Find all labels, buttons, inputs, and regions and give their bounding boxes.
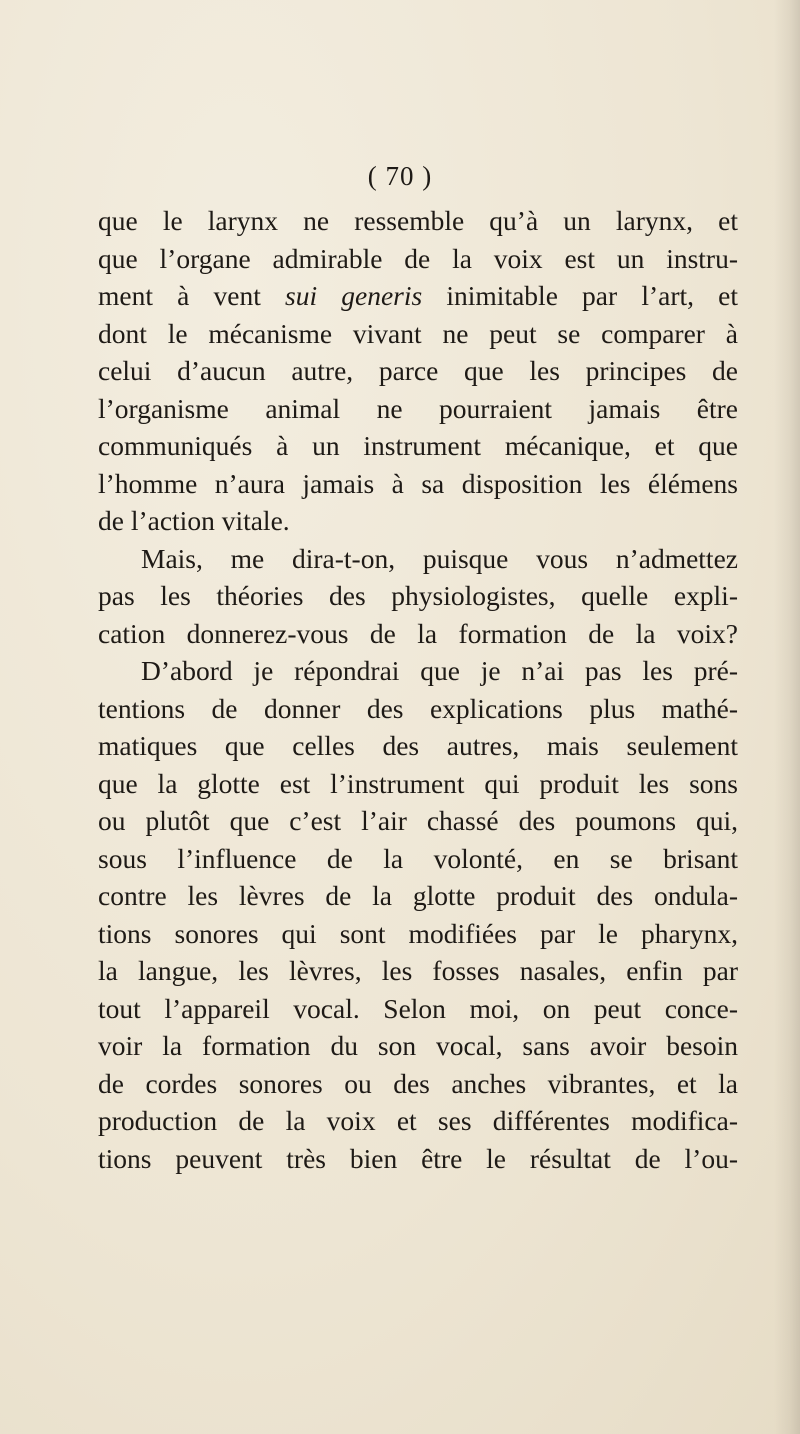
text-run: de cordes sonores ou des anches vibrantes, et la	[98, 1067, 738, 1099]
text-line	[98, 1102, 738, 1140]
text-line	[98, 352, 738, 390]
text-run: D’abord je répondrai que je n’ai pas les pré-	[141, 655, 738, 686]
text-run: ment à vent	[98, 280, 286, 311]
text-run: ou plutôt que c’est l’air chassé des poumons qui,	[98, 805, 738, 836]
text-run: cation donnerez-vous de la formation de la voix?	[98, 617, 738, 649]
text-run: sous l’influence de la volonté, en se brisant	[98, 842, 738, 874]
page-number: ( 70 )	[367, 161, 433, 191]
text-line	[98, 990, 738, 1028]
text-run: Mais, me dira-t-on, puisque vous n’admettez	[141, 542, 738, 574]
text-line	[98, 952, 738, 990]
text-line	[98, 277, 738, 315]
text-line	[98, 577, 738, 615]
text-run: l’homme n’aura jamais à sa disposition les élémens	[98, 467, 738, 499]
text-line	[98, 390, 738, 428]
body-text	[98, 202, 738, 1177]
italic-phrase: sui generis	[285, 280, 423, 311]
text-line	[98, 502, 738, 540]
text-run: tions peuvent très bien être le résultat de l’ou-	[98, 1142, 738, 1174]
text-run: la langue, les lèvres, les fosses nasales, enfin par	[98, 955, 738, 986]
text-line	[98, 690, 738, 728]
text-run: tentions de donner des explications plus mathé-	[98, 692, 738, 724]
text-run: voir la formation du son vocal, sans avoir besoin	[98, 1030, 738, 1061]
text-line	[98, 877, 738, 915]
text-run: de l’action vitale.	[98, 505, 290, 536]
text-line	[98, 615, 738, 653]
text-line	[98, 1065, 738, 1103]
text-line	[98, 1027, 738, 1065]
text-run: production de la voix et ses différentes modifica-	[98, 1105, 738, 1136]
text-run: tout l’appareil vocal. Selon moi, on peut conce-	[98, 992, 738, 1024]
page-edge-shadow	[774, 0, 800, 1434]
text-run: matiques que celles des autres, mais seulement	[98, 730, 738, 761]
text-line	[98, 652, 738, 690]
text-line	[98, 840, 738, 878]
text-run: celui d’aucun autre, parce que les principes de	[98, 355, 738, 386]
text-line	[98, 315, 738, 353]
text-run: que la glotte est l’instrument qui produit les sons	[98, 767, 738, 799]
text-line	[98, 802, 738, 840]
text-run: dont le mécanisme vivant ne peut se comparer à	[98, 317, 738, 349]
text-run: que le larynx ne ressemble qu’à un larynx, et	[98, 205, 738, 236]
text-line	[98, 765, 738, 803]
text-run: contre les lèvres de la glotte produit des ondula-	[98, 880, 738, 911]
text-line	[98, 427, 738, 465]
text-run: que l’organe admirable de la voix est un instru-	[98, 242, 738, 274]
text-line	[98, 540, 738, 578]
text-line	[98, 202, 738, 240]
text-line	[98, 727, 738, 765]
text-line	[98, 1140, 738, 1178]
text-run: inimitable par l’art, et	[422, 280, 738, 311]
text-run: communiqués à un instrument mécanique, et que	[98, 430, 738, 461]
text-line	[98, 465, 738, 503]
text-run: tions sonores qui sont modifiées par le pharynx,	[98, 917, 738, 949]
text-run: l’organisme animal ne pourraient jamais être	[98, 392, 738, 424]
text-run: pas les théories des physiologistes, quelle expli-	[98, 580, 738, 611]
text-line	[98, 915, 738, 953]
text-line	[98, 240, 738, 278]
